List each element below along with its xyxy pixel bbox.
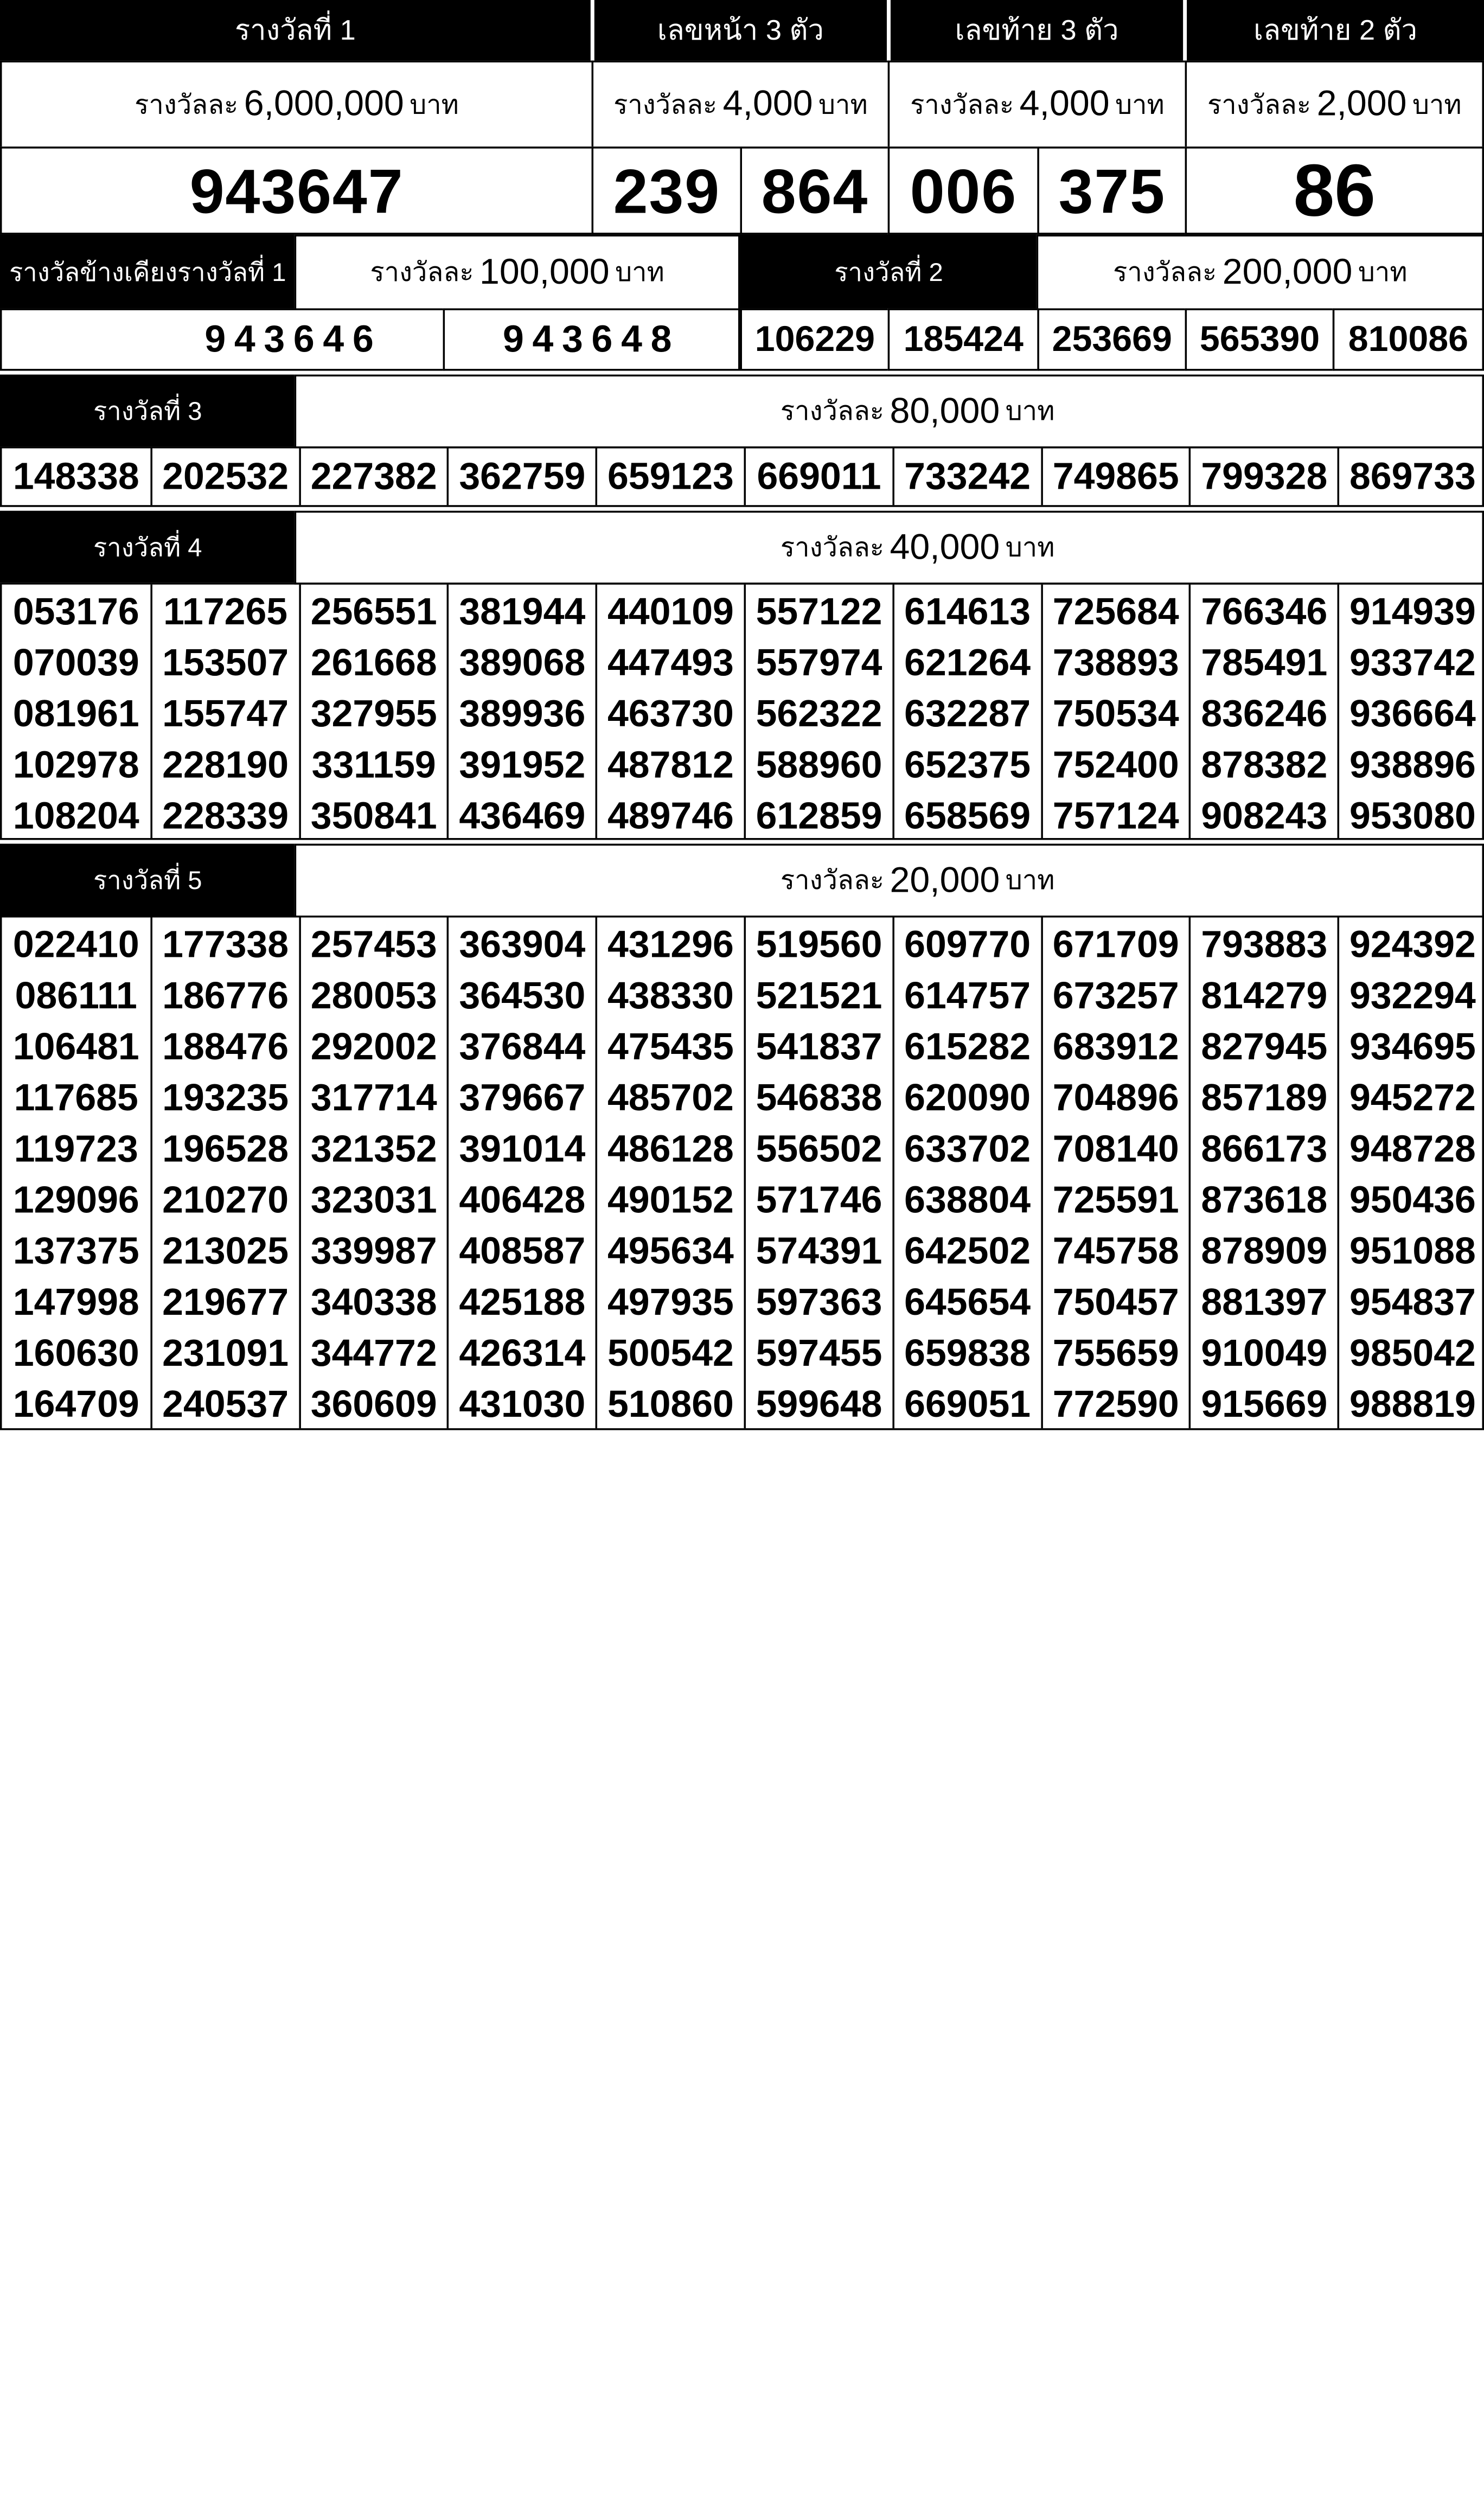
prize-number: 227382 (299, 449, 447, 506)
number-column (596, 917, 744, 1428)
prize-number: 108204 (12, 795, 139, 837)
prize-number: 752400 (1052, 744, 1179, 786)
prize-number: 153507 (162, 642, 289, 684)
third-prize-title: รางวัลที่ 3 (93, 397, 202, 425)
prize-number: 658569 (904, 795, 1031, 837)
prize-number: 213025 (162, 1230, 289, 1272)
amount-value: 200,000 (1222, 252, 1353, 292)
front3-amount (592, 61, 890, 149)
prize-number: 633702 (904, 1128, 1031, 1171)
prize-number: 447493 (607, 642, 734, 684)
prize-number: 436469 (459, 795, 586, 837)
prize-number: 160630 (12, 1333, 139, 1374)
number-column (744, 917, 892, 1428)
prize-number: 757124 (1052, 795, 1179, 837)
prize-number: 081961 (12, 693, 139, 735)
fifth-prize-numbers (0, 916, 1484, 1430)
prize-number: 340338 (310, 1281, 437, 1323)
prize-number: 053176 (12, 591, 139, 633)
prize-number: 738893 (1052, 642, 1179, 684)
prize-number: 177338 (162, 924, 289, 966)
last2-amount (1185, 61, 1484, 149)
number-column (2, 917, 150, 1428)
number-column (596, 585, 744, 838)
amount-value: 100,000 (479, 252, 610, 292)
prize-number: 231091 (162, 1333, 289, 1374)
prize-number: 431296 (607, 924, 734, 966)
second-prize-number: 253669 (1037, 308, 1187, 370)
prize-number: 945272 (1349, 1077, 1476, 1119)
first-prize-number: 943647 (0, 146, 593, 234)
prize-number: 391014 (459, 1128, 586, 1171)
prize-number: 557122 (756, 591, 882, 633)
number-column (1338, 585, 1484, 838)
prize-number: 164709 (12, 1384, 139, 1425)
prize-number: 609770 (904, 924, 1031, 966)
prize-number: 364530 (459, 975, 586, 1017)
prize-number: 704896 (1052, 1077, 1179, 1119)
prize-number: 725684 (1052, 591, 1179, 633)
prize-number: 408587 (459, 1230, 586, 1272)
prize-number: 799328 (1189, 449, 1338, 506)
prize-number: 614757 (904, 975, 1031, 1017)
prize-number: 683912 (1052, 1026, 1179, 1068)
prize-number: 521521 (756, 975, 882, 1017)
per-label: รางวัลละ (780, 865, 885, 895)
prize-number: 814279 (1201, 975, 1328, 1017)
prize-number: 766346 (1201, 591, 1328, 633)
prize-number: 932294 (1349, 975, 1476, 1017)
fourth-prize-numbers (0, 583, 1484, 840)
prize-number: 708140 (1052, 1128, 1179, 1171)
prize-number: 541837 (756, 1026, 882, 1068)
fifth-prize-title: รางวัลที่ 5 (93, 866, 202, 894)
prize-number: 489746 (607, 795, 734, 837)
last3-amount (888, 61, 1187, 149)
prize-number: 086111 (15, 975, 137, 1017)
near-first-header (0, 234, 295, 308)
first-prize-amount (0, 61, 593, 149)
third-prize-amount (295, 375, 1484, 449)
prize-number: 873618 (1201, 1179, 1328, 1222)
prize-number: 426314 (459, 1333, 586, 1374)
second-prize-header (740, 234, 1038, 308)
prize-number: 425188 (459, 1281, 586, 1323)
prize-number: 280053 (310, 975, 437, 1017)
prize-number: 614613 (904, 591, 1031, 633)
currency-unit: บาท (615, 257, 664, 287)
prize-number: 745758 (1052, 1230, 1179, 1272)
prize-number: 106481 (12, 1026, 139, 1068)
prize-number: 673257 (1052, 975, 1179, 1017)
prize-number: 924392 (1349, 924, 1476, 966)
number-column (892, 917, 1041, 1428)
second-prize-number: 185424 (888, 308, 1039, 370)
prize-number: 186776 (162, 975, 289, 1017)
prize-number: 202532 (150, 449, 299, 506)
prize-number: 292002 (310, 1026, 437, 1068)
prize-number: 228339 (162, 795, 289, 837)
last2-number: 86 (1185, 146, 1484, 234)
prize-number: 500542 (607, 1333, 734, 1374)
prize-number: 938896 (1349, 744, 1476, 786)
amount-value: 2,000 (1316, 84, 1407, 124)
amount-value: 6,000,000 (244, 84, 404, 124)
prize-number: 599648 (756, 1384, 882, 1425)
prize-number: 431030 (459, 1384, 586, 1425)
number-column (1189, 585, 1338, 838)
last3-header (891, 0, 1183, 61)
prize-number: 022410 (12, 924, 139, 966)
prize-number: 327955 (310, 693, 437, 735)
fifth-prize-header (0, 843, 295, 916)
prize-number: 950436 (1349, 1179, 1476, 1222)
prize-number: 642502 (904, 1230, 1031, 1272)
prize-number: 881397 (1201, 1281, 1328, 1323)
prize-number: 376844 (459, 1026, 586, 1068)
prize-number: 487812 (607, 744, 734, 786)
prize-number: 869733 (1338, 449, 1484, 506)
prize-number: 878909 (1201, 1230, 1328, 1272)
per-label: รางวัลละ (780, 396, 885, 426)
prize-number: 210270 (162, 1179, 289, 1222)
number-column (299, 917, 447, 1428)
prize-number: 137375 (12, 1230, 139, 1272)
second-prize-number: 106229 (740, 308, 890, 370)
prize-number: 438330 (607, 975, 734, 1017)
prize-number: 331159 (311, 744, 436, 786)
prize-number: 750457 (1052, 1281, 1179, 1323)
prize-number: 615282 (904, 1026, 1031, 1068)
prize-number: 485702 (607, 1077, 734, 1119)
number-column (447, 917, 596, 1428)
fifth-prize-amount (295, 843, 1484, 917)
prize-number: 632287 (904, 693, 1031, 735)
last3-title: เลขท้าย 3 ตัว (955, 15, 1119, 46)
prize-number: 562322 (756, 693, 882, 735)
prize-number: 406428 (459, 1179, 586, 1222)
prize-number: 785491 (1201, 642, 1328, 684)
prize-number: 475435 (607, 1026, 734, 1068)
prize-number: 261668 (310, 642, 437, 684)
prize-number: 936664 (1349, 693, 1476, 735)
prize-number: 755659 (1052, 1333, 1179, 1374)
prize-number: 934695 (1349, 1026, 1476, 1068)
fourth-prize-amount (295, 511, 1484, 585)
prize-number: 638804 (904, 1179, 1031, 1222)
second-prize-number: 810086 (1333, 308, 1484, 370)
currency-unit: บาท (1412, 89, 1462, 119)
prize-number: 588960 (756, 744, 882, 786)
per-label: รางวัลละ (1207, 89, 1312, 119)
prize-number: 117685 (14, 1077, 138, 1119)
currency-unit: บาท (1358, 257, 1408, 287)
per-label: รางวัลละ (780, 532, 885, 562)
second-prize-title: รางวัลที่ 2 (834, 258, 943, 286)
prize-number: 362759 (447, 449, 596, 506)
prize-number: 750534 (1052, 693, 1179, 735)
prize-number: 219677 (162, 1281, 289, 1323)
prize-number: 321352 (310, 1128, 437, 1171)
prize-number: 381944 (459, 591, 586, 633)
amount-value: 40,000 (890, 527, 1000, 567)
second-prize-amount (1037, 234, 1484, 310)
number-column (150, 917, 299, 1428)
prize-number: 344772 (310, 1333, 437, 1374)
prize-number: 915669 (1201, 1384, 1328, 1425)
prize-number: 391952 (459, 744, 586, 786)
prize-number: 948728 (1349, 1128, 1476, 1171)
prize-number: 671709 (1052, 924, 1179, 966)
front3-number: 239 (592, 146, 742, 234)
prize-number: 323031 (310, 1179, 437, 1222)
number-column (744, 585, 892, 838)
prize-number: 257453 (310, 924, 437, 966)
prize-number: 193235 (162, 1077, 289, 1119)
prize-number: 389936 (459, 693, 586, 735)
last3-number: 375 (1037, 146, 1187, 234)
prize-number: 597455 (756, 1333, 882, 1374)
prize-number: 878382 (1201, 744, 1328, 786)
prize-number: 379667 (459, 1077, 586, 1119)
prize-number: 836246 (1201, 693, 1328, 735)
per-label: รางวัลละ (613, 89, 718, 119)
prize-number: 620090 (904, 1077, 1031, 1119)
near-first-title: รางวัลข้างเคียงรางวัลที่ 1 (9, 258, 286, 286)
number-column (299, 585, 447, 838)
prize-number: 350841 (310, 795, 437, 837)
prize-number: 652375 (904, 744, 1031, 786)
prize-number: 571746 (756, 1179, 882, 1222)
prize-number: 228190 (162, 744, 289, 786)
per-label: รางวัลละ (910, 89, 1014, 119)
third-prize-header (0, 375, 295, 447)
prize-number: 119723 (14, 1128, 138, 1171)
prize-number: 440109 (607, 591, 734, 633)
prize-number: 659838 (904, 1333, 1031, 1374)
prize-number: 725591 (1052, 1179, 1179, 1222)
prize-number: 148338 (12, 456, 139, 498)
currency-unit: บาท (1115, 89, 1165, 119)
prize-number: 188476 (162, 1026, 289, 1068)
amount-value: 4,000 (1019, 84, 1110, 124)
per-label: รางวัลละ (1113, 257, 1217, 287)
prize-number: 495634 (607, 1230, 734, 1272)
prize-number: 908243 (1201, 795, 1328, 837)
currency-unit: บาท (818, 89, 868, 119)
prize-number: 772590 (1052, 1384, 1179, 1425)
prize-number: 070039 (12, 642, 139, 684)
prize-number: 910049 (1201, 1333, 1328, 1374)
near-first-amount (295, 234, 740, 310)
prize-number: 985042 (1349, 1333, 1476, 1374)
currency-unit: บาท (1005, 865, 1055, 895)
currency-unit: บาท (1005, 532, 1055, 562)
prize-number: 389068 (459, 642, 586, 684)
first-prize-header (0, 0, 591, 61)
prize-number: 951088 (1349, 1230, 1476, 1272)
prize-number: 659123 (596, 449, 744, 506)
number-column (1041, 917, 1189, 1428)
prize-number: 546838 (756, 1077, 882, 1119)
prize-number: 866173 (1201, 1128, 1328, 1171)
number-column (150, 585, 299, 838)
last2-header (1187, 0, 1484, 61)
prize-number: 102978 (12, 744, 139, 786)
prize-number: 117265 (163, 591, 288, 633)
prize-number: 827945 (1201, 1026, 1328, 1068)
per-label: รางวัลละ (370, 257, 474, 287)
number-column (1189, 917, 1338, 1428)
prize-number: 914939 (1349, 591, 1476, 633)
front3-header (594, 0, 887, 61)
last3-number: 006 (888, 146, 1039, 234)
currency-unit: บาท (410, 89, 459, 119)
number-column (447, 585, 596, 838)
prize-number: 497935 (607, 1281, 734, 1323)
number-column (1041, 585, 1189, 838)
prize-number: 988819 (1349, 1384, 1476, 1425)
per-label: รางวัลละ (135, 89, 239, 119)
prize-number: 556502 (756, 1128, 882, 1171)
near-first-number: 943646 (0, 308, 445, 370)
prize-number: 339987 (310, 1230, 437, 1272)
front3-number: 864 (740, 146, 890, 234)
number-column (1338, 917, 1484, 1428)
prize-number: 363904 (459, 924, 586, 966)
prize-number: 857189 (1201, 1077, 1328, 1119)
prize-number: 240537 (162, 1384, 289, 1425)
prize-number: 669011 (744, 449, 892, 506)
prize-number: 557974 (756, 642, 882, 684)
prize-number: 669051 (904, 1384, 1031, 1425)
prize-number: 612859 (756, 795, 882, 837)
prize-number: 256551 (310, 591, 437, 633)
prize-number: 645654 (904, 1281, 1031, 1323)
near-first-number: 943648 (443, 308, 740, 370)
number-column (2, 585, 150, 838)
prize-number: 317714 (310, 1077, 437, 1119)
second-prize-number: 565390 (1185, 308, 1335, 370)
prize-number: 933742 (1349, 642, 1476, 684)
third-prize-numbers (0, 446, 1484, 507)
amount-value: 80,000 (890, 391, 1000, 431)
prize-number: 749865 (1041, 449, 1189, 506)
amount-value: 4,000 (722, 84, 813, 124)
prize-number: 155747 (162, 693, 289, 735)
prize-number: 621264 (904, 642, 1031, 684)
prize-number: 196528 (162, 1128, 289, 1171)
prize-number: 486128 (607, 1128, 734, 1171)
prize-number: 953080 (1349, 795, 1476, 837)
prize-number: 793883 (1201, 924, 1328, 966)
prize-number: 360609 (310, 1384, 437, 1425)
prize-number: 147998 (12, 1281, 139, 1323)
prize-number: 597363 (756, 1281, 882, 1323)
prize-number: 129096 (12, 1179, 139, 1222)
fourth-prize-header (0, 511, 295, 583)
currency-unit: บาท (1005, 396, 1055, 426)
amount-value: 20,000 (890, 860, 1000, 900)
prize-number: 574391 (756, 1230, 882, 1272)
last2-title: เลขท้าย 2 ตัว (1253, 15, 1418, 46)
prize-number: 510860 (607, 1384, 734, 1425)
prize-number: 519560 (756, 924, 882, 966)
prize-number: 463730 (607, 693, 734, 735)
first-prize-title: รางวัลที่ 1 (235, 15, 356, 46)
prize-number: 733242 (892, 449, 1041, 506)
number-column (892, 585, 1041, 838)
fourth-prize-title: รางวัลที่ 4 (93, 533, 202, 561)
prize-number: 954837 (1349, 1281, 1476, 1323)
front3-title: เลขหน้า 3 ตัว (657, 15, 824, 46)
prize-number: 490152 (607, 1179, 734, 1222)
